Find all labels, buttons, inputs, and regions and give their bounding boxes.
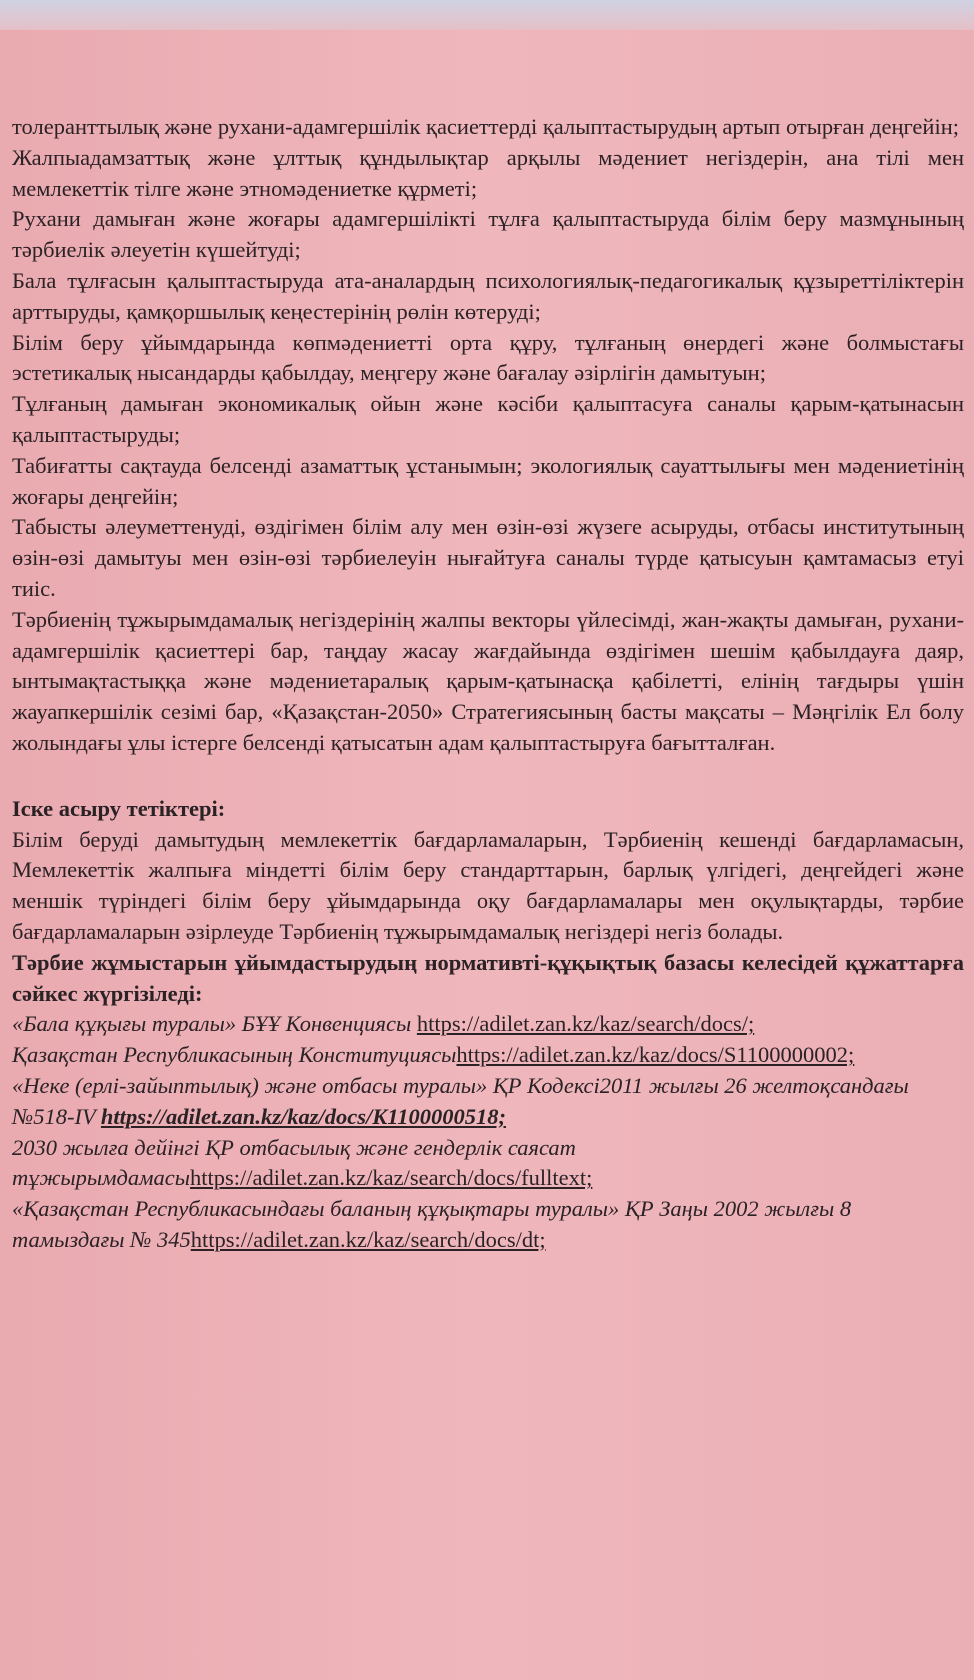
paragraph-spiritual: Рухани дамыған және жоғары адамгершілікті тұлға қалыптастыруда білім беру мазмұнының тәрбиелік әлеуетін күшейтуді; [12, 206, 964, 263]
reference-text: «Бала құқығы туралы» БҰҰ Конвенциясы [12, 1011, 417, 1037]
reference-gender-policy [12, 1133, 964, 1195]
paragraph-tolerance: толеранттылық және рухани-адамгершілік қасиеттерді қалыптастырудың артып отырған деңгейін; [12, 114, 959, 139]
reference-child-rights-law [12, 1194, 964, 1256]
reference-text: «Неке (ерлі-зайыптылық) және отбасы туралы» ҚР Кодексі2011 жылғы 26 желтоқсандағы №518-IV [12, 1072, 909, 1129]
section-spacer [12, 759, 964, 794]
reference-link[interactable]: https://adilet.zan.kz/kaz/search/docs/; [416, 1011, 755, 1037]
paragraph-ecology: Табиғатты сақтауда белсенді азаматтық ұстанымын; экологиялық сауаттылығы мен мәдениетінің жоғары деңгейін; [12, 452, 964, 509]
paragraph-socialization: Табысты әлеуметтенуді, өздігімен білім алу мен өзін-өзі жүзеге асыруды, отбасы институтының өзін-өзі дамытуы мен өзін-өзі тәрбиелеуін нығайтуға саналы түрде қатысуын қамтамасыз етуі тиіс. [12, 514, 964, 601]
reference-link[interactable]: https://adilet.zan.kz/kaz/search/docs/dt; [190, 1226, 546, 1252]
paragraph-economic: Тұлғаның дамыған экономикалық ойын және кәсіби қалыптасуға саналы қарым-қатынасын қалыптастыруды; [12, 391, 964, 447]
reference-link[interactable]: https://adilet.zan.kz/kaz/docs/S1100000002; [456, 1042, 855, 1068]
section-heading: Іске асыру тетіктері: [12, 795, 226, 821]
reference-link[interactable]: https://adilet.zan.kz/kaz/search/docs/fulltext; [189, 1165, 593, 1191]
paragraph-multicultural: Білім беру ұйымдарында көпмәдениетті орта құру, тұлғаның өнердегі және болмыстағы эстетикалық нысандарды қабылдау, меңгеру және бағалау әзірлігін дамытуын; [12, 329, 964, 386]
legal-basis-heading: Тәрбие жұмыстарын ұйымдастырудың нормативті-құқықтық базасы келесідей құжаттарға сәйкес жүргізіледі: [12, 949, 964, 1006]
reference-text: 2030 жылға дейінгі ҚР отбасылық және гендерлік саясат тұжырымдамасы [12, 1134, 576, 1191]
paragraph-values: Жалпыадамзаттық және ұлттық құндылықтар арқылы мәдениет негіздерін, ана тілі мен мемлекеттік тілге және этномәдениетке құрметі; [12, 144, 964, 201]
paragraph-parents: Бала тұлғасын қалыптастыруда ата-аналардың психологиялық-педагогикалық құзыреттіліктерін арттыруды, қамқоршылық кеңестерінің рөлін көтеруді; [12, 267, 964, 324]
photo-top-edge [0, 0, 974, 30]
paragraph-mechanisms: Білім беруді дамытудың мемлекеттік бағдарламаларын, Тәрбиенің кешенді бағдарламасын, Мемлекеттік жалпыға міндетті білім беру стандарттарын, барлық үлгідегі, деңгейдегі және меншік түріндегі білім беру ұйымдарында оқу бағдарламалары мен оқулықтарды, тәрбие бағдарламаларын әзірлеуде Тәрбиенің тұжырымдамалық негіздері негіз болады. [12, 826, 964, 944]
document-page [0, 112, 974, 1256]
reference-link[interactable]: https://adilet.zan.kz/kaz/docs/K1100000518; [100, 1103, 506, 1129]
reference-family-code [12, 1071, 964, 1133]
reference-text: Қазақстан Республикасының Конституциясы [12, 1042, 457, 1068]
reference-un-convention [12, 1009, 964, 1040]
reference-constitution [12, 1040, 964, 1071]
paragraph-vector: Тәрбиенің тұжырымдамалық негіздерінің жалпы векторы үйлесімді, жан-жақты дамыған, рухани-адамгершілік қасиеттері бар, таңдау жасау жағдайында өздігімен шешім қабылдауға даяр, ынтымақтастыққа және мәдениетаралық қарым-қатынасқа қабілетті, елінің тағдыры үшін жауапкершілік сезімі бар, «Қазақстан-2050» Стратегиясының басты мақсаты – Мәңгілік Ел болу жолындағы ұлы істерге белсенді қатысатын адам қалыптастыруға бағытталған. [12, 606, 964, 755]
reference-text: «Қазақстан Республикасындағы баланың құқықтары туралы» ҚР Заңы 2002 жылғы 8 тамыздағы № 345 [12, 1196, 852, 1252]
